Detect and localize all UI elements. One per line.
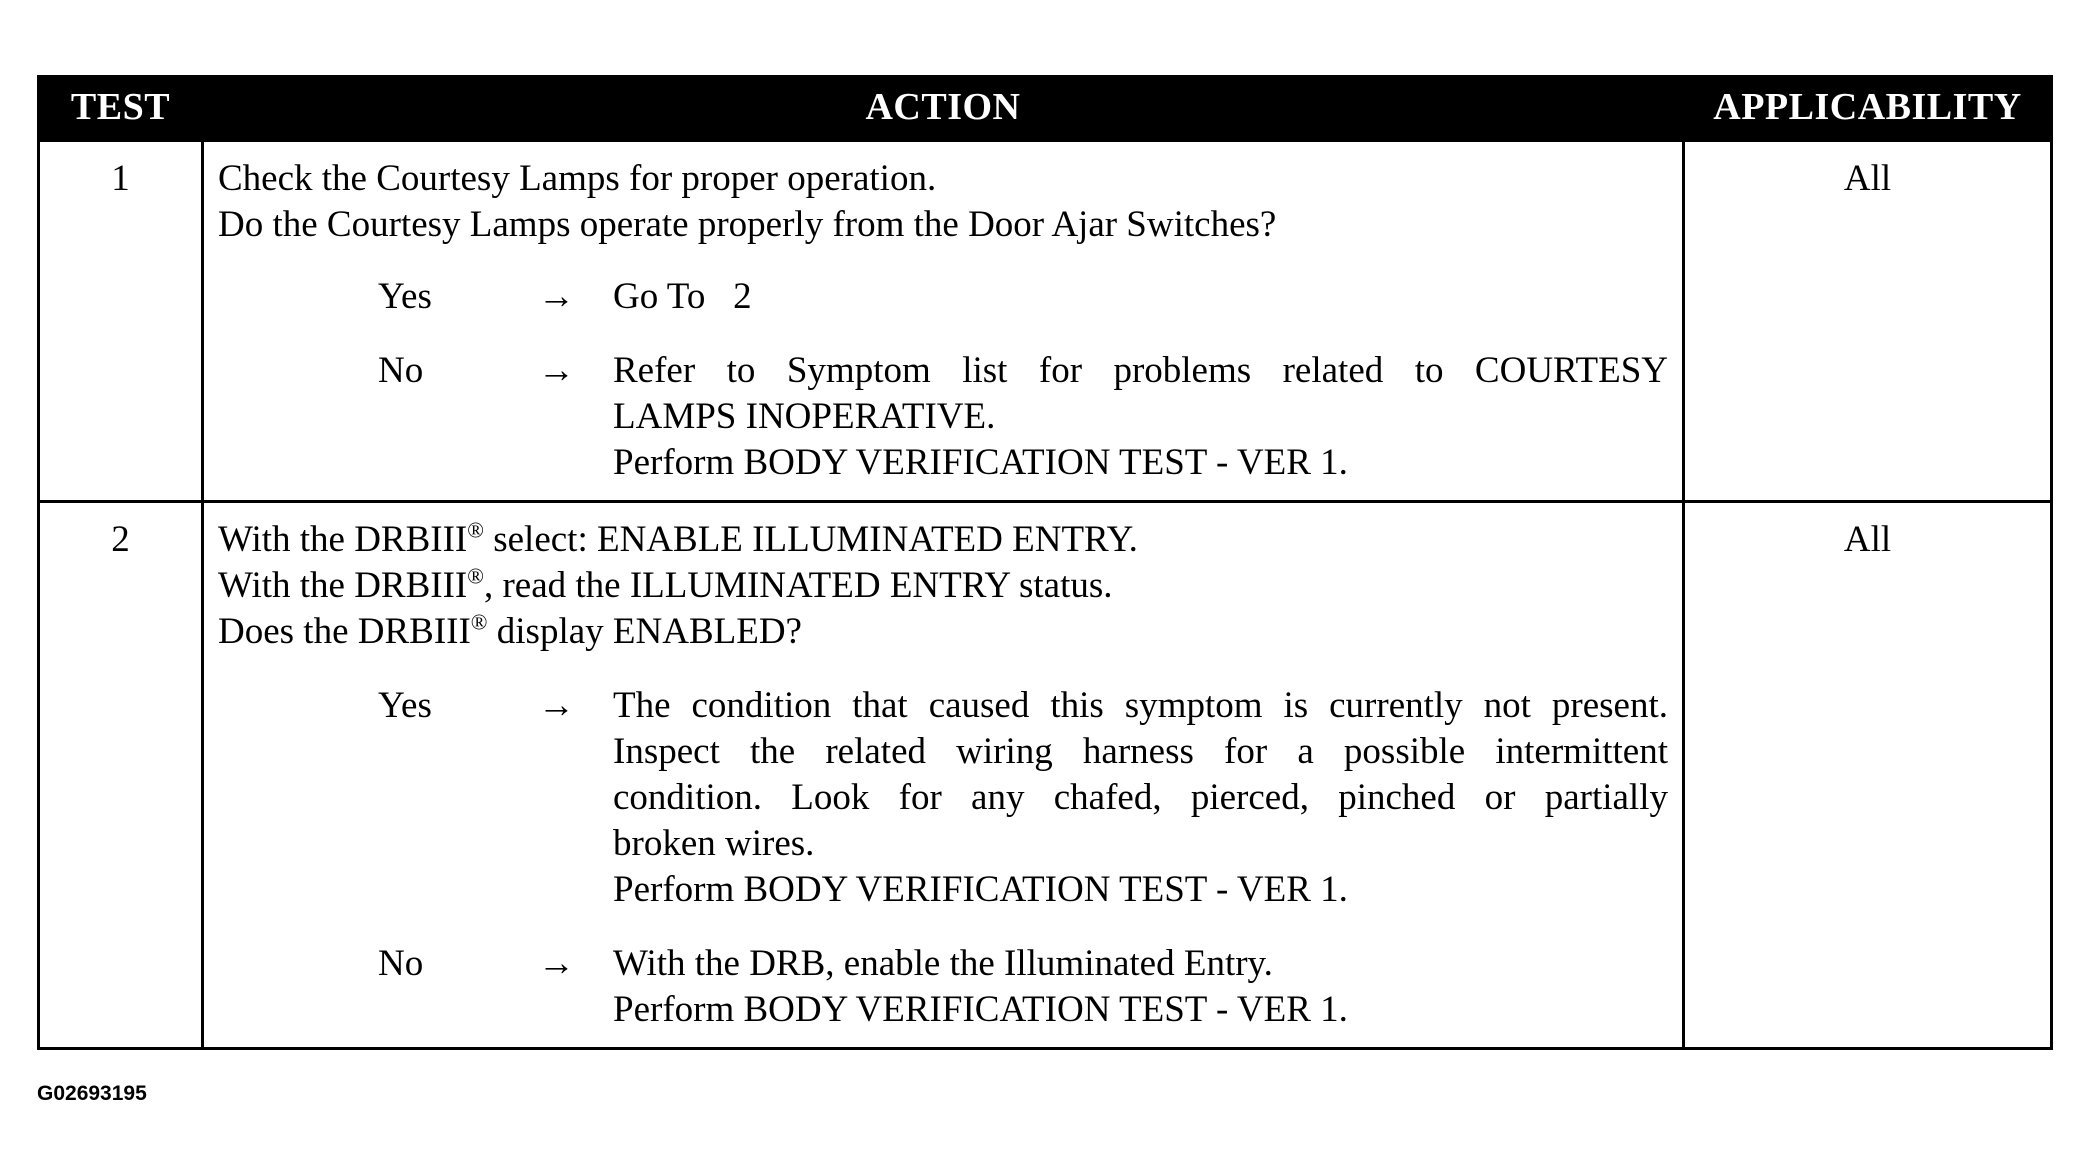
action-line <box>218 563 1668 609</box>
action-line <box>218 517 1668 563</box>
response-body <box>613 348 1668 486</box>
arrow-icon: → <box>538 685 575 726</box>
table-row <box>39 502 2052 1049</box>
registered-mark: ® <box>470 609 488 635</box>
header-action: ACTION <box>203 75 1684 141</box>
action-cell <box>203 141 1684 502</box>
response-body <box>613 941 1668 1033</box>
action-text: , read the ILLUMINATED ENTRY status. <box>483 565 1113 606</box>
arrow-icon: → <box>538 943 575 984</box>
response-label: No <box>378 350 424 391</box>
action-line <box>218 609 1668 655</box>
response-no <box>218 941 1668 1033</box>
diagnostic-test-table <box>37 75 2053 1050</box>
response-line: Inspect the related wiring harness for a possible intermittent <box>613 731 1668 772</box>
response-label: Yes <box>378 685 432 726</box>
response-line: condition. Look for any chafed, pierced, pinched or partially <box>613 777 1668 818</box>
test-number: 2 <box>39 502 203 1049</box>
action-cell <box>203 502 1684 1049</box>
response-line: LAMPS INOPERATIVE. <box>613 396 996 437</box>
action-text: With the DRBIII <box>218 565 468 606</box>
header-test: TEST <box>39 75 203 141</box>
response-line: The condition that caused this symptom is currently not present. <box>613 685 1668 726</box>
response-label: Yes <box>378 276 432 317</box>
response-label: No <box>378 943 424 984</box>
response-line: Refer to Symptom list for problems related to COURTESY <box>613 350 1668 391</box>
table-header-row <box>39 75 2052 141</box>
response-body <box>613 274 1668 320</box>
applicability-value: All <box>1684 141 2052 502</box>
response-yes <box>218 274 1668 320</box>
registered-mark: ® <box>467 563 484 589</box>
action-text: With the DRBIII <box>218 519 468 560</box>
response-line: Perform BODY VERIFICATION TEST - VER 1. <box>613 869 1348 910</box>
header-applicability: APPLICABILITY <box>1684 75 2052 141</box>
table-row <box>39 141 2052 502</box>
response-no <box>218 348 1668 486</box>
action-text: display ENABLED? <box>487 611 802 652</box>
test-number: 1 <box>39 141 203 502</box>
applicability-value: All <box>1684 502 2052 1049</box>
response-line: With the DRB, enable the Illuminated Entry. <box>613 943 1273 984</box>
arrow-icon: → <box>538 276 575 317</box>
response-yes <box>218 683 1668 913</box>
response-line: Perform BODY VERIFICATION TEST - VER 1. <box>613 989 1348 1030</box>
response-line: Go To 2 <box>613 276 752 317</box>
response-body <box>613 683 1668 913</box>
registered-mark: ® <box>467 517 484 543</box>
response-line: broken wires. <box>613 823 815 864</box>
action-text: Does the DRBIII <box>218 611 471 652</box>
figure-id: G02693195 <box>37 1082 147 1105</box>
action-line: Do the Courtesy Lamps operate properly from the Door Ajar Switches? <box>218 204 1277 245</box>
action-text: select: ENABLE ILLUMINATED ENTRY. <box>483 519 1138 560</box>
action-line: Check the Courtesy Lamps for proper operation. <box>218 158 937 199</box>
arrow-icon: → <box>538 350 575 391</box>
response-line: Perform BODY VERIFICATION TEST - VER 1. <box>613 442 1348 483</box>
